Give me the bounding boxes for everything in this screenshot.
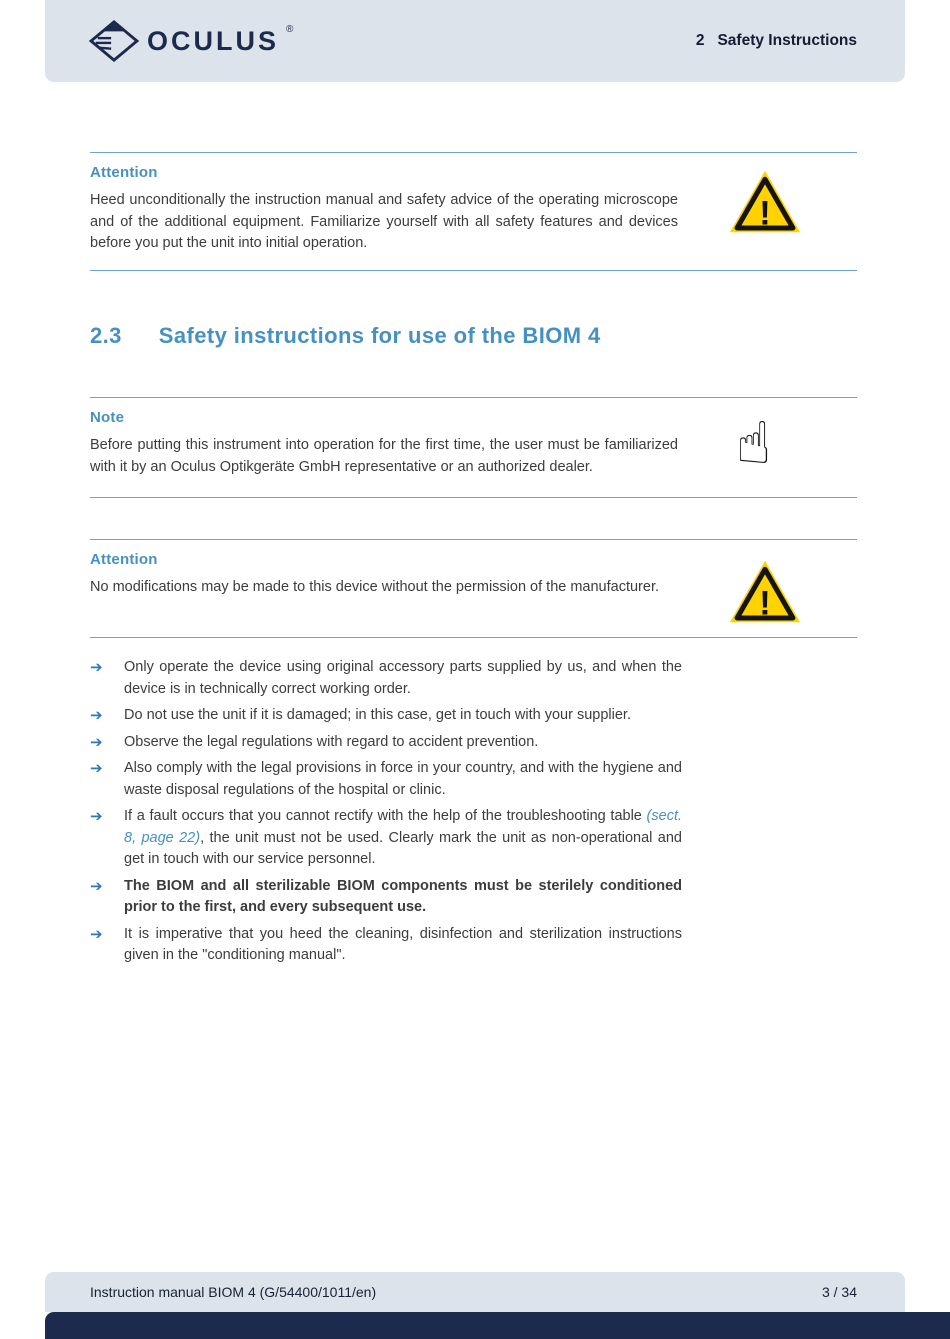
list-item-text: Also comply with the legal provisions in force in your country, and with the hygiene and waste disposal regulations of the hospital or clinic. xyxy=(124,760,682,798)
divider-top-note xyxy=(90,397,857,398)
page-footer xyxy=(45,1272,905,1312)
list-item-text xyxy=(124,806,682,871)
list-item xyxy=(90,876,682,919)
list-item-text: It is imperative that you heed the cleaning, disinfection and sterilization instructions given in the "conditioning manual". xyxy=(124,925,682,963)
exclamation-mark: ! xyxy=(759,584,771,623)
arrow-bullet-icon: ➔ xyxy=(90,876,103,895)
warning-triangle-icon xyxy=(729,560,801,623)
arrow-bullet-icon: ➔ xyxy=(90,924,103,943)
list-item xyxy=(90,806,682,871)
list-item-text: Observe the legal regulations with regard to accident prevention. xyxy=(124,733,539,750)
list-item xyxy=(90,758,682,801)
list-item xyxy=(90,705,682,727)
registered-trademark-symbol: ® xyxy=(286,24,294,35)
brand-name: OCULUS xyxy=(147,25,279,56)
note-block xyxy=(90,409,680,478)
chapter-title: Safety Instructions xyxy=(717,32,857,49)
attention-title: Attention xyxy=(90,551,158,568)
safety-instruction-list xyxy=(90,657,682,972)
footer-navy-bar xyxy=(45,1312,950,1339)
list-item-text-post: , the unit must not be used. Clearly mark the unit as non-operational and get in touch with our service personnel. xyxy=(124,829,682,867)
divider-bottom-attention-1 xyxy=(90,270,857,271)
attention-title: Attention xyxy=(90,164,158,181)
pointing-hand-icon: ☝ xyxy=(736,409,772,477)
section-title: Safety instructions for use of the BIOM 4 xyxy=(158,323,601,348)
list-item xyxy=(90,732,682,754)
list-item-text-pre: If a fault occurs that you cannot rectify with the help of the troubleshooting table xyxy=(124,808,647,824)
oculus-logo xyxy=(88,0,293,82)
arrow-bullet-icon: ➔ xyxy=(90,706,103,724)
section-number: 2.3 xyxy=(90,323,122,348)
arrow-bullet-icon: ➔ xyxy=(90,807,103,825)
footer-page-number: 3 / 34 xyxy=(821,1284,857,1300)
section-heading xyxy=(90,323,601,349)
oculus-logo-icon xyxy=(88,19,140,63)
arrow-bullet-icon: ➔ xyxy=(90,658,103,676)
divider-top-attention-2 xyxy=(90,539,857,540)
warning-triangle-icon xyxy=(729,170,801,233)
note-title: Note xyxy=(90,409,125,426)
exclamation-mark: ! xyxy=(759,194,771,233)
list-item-text: Only operate the device using original accessory parts supplied by us, and when the device is in technically correct working order. xyxy=(124,659,682,697)
list-item xyxy=(90,924,682,967)
attention-block-1 xyxy=(90,164,680,255)
arrow-bullet-icon: ➔ xyxy=(90,732,103,751)
arrow-bullet-icon: ➔ xyxy=(90,759,103,777)
running-header xyxy=(696,0,857,82)
attention-body: Heed unconditionally the instruction manual and safety advice of the operating microscope and of the additional equipment. Familiarize yourself with all safety features and devices before you put the unit into initial operation. xyxy=(90,192,678,251)
footer-document-id: Instruction manual BIOM 4 (G/54400/1011/en) xyxy=(90,1284,377,1300)
attention-body: No modifications may be made to this device without the permission of the manufacturer. xyxy=(90,579,660,595)
list-item-text: The BIOM and all sterilizable BIOM components must be sterilely conditioned prior to the first, and every subsequent use. xyxy=(124,877,682,915)
divider-bottom-attention-2 xyxy=(90,637,857,638)
list-item-text: Do not use the unit if it is damaged; in this case, get in touch with your supplier. xyxy=(124,707,631,723)
list-item xyxy=(90,657,682,700)
page-header xyxy=(45,0,905,82)
note-body: Before putting this instrument into operation for the first time, the user must be familiarized with it by an Oculus Optikgeräte GmbH representative or an authorized dealer. xyxy=(90,437,678,475)
divider-bottom-note xyxy=(90,497,857,498)
divider-top-attention-1 xyxy=(90,152,857,153)
cross-reference-link[interactable]: (sect. 8, page 22) xyxy=(124,808,682,846)
attention-block-2 xyxy=(90,551,680,599)
chapter-number: 2 xyxy=(695,32,705,49)
